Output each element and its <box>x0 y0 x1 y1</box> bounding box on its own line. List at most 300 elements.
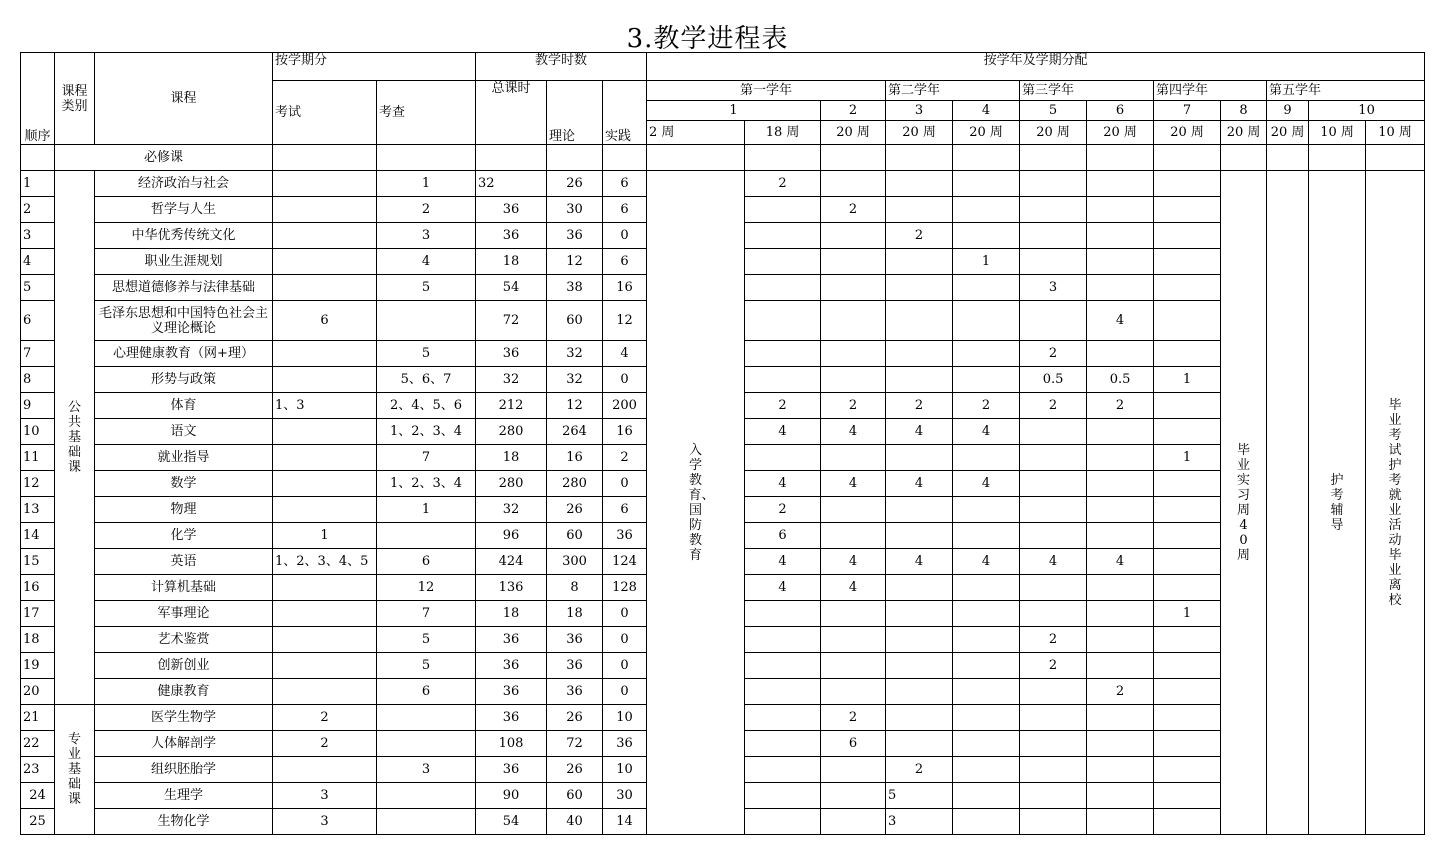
row-exam <box>273 249 377 275</box>
row-term-2 <box>745 627 821 653</box>
category-professional: 专业基础课 <box>55 705 95 835</box>
row-term-3 <box>821 601 886 627</box>
row-term-2 <box>745 783 821 809</box>
row-theory: 30 <box>547 197 603 223</box>
row-term-6 <box>1020 705 1087 731</box>
row-term-7 <box>1087 197 1154 223</box>
row-total: 36 <box>476 341 547 367</box>
term-4: 4 <box>953 101 1020 121</box>
row-term-7 <box>1087 223 1154 249</box>
row-seq: 18 <box>21 627 55 653</box>
year-1-header: 第一学年 <box>647 81 886 101</box>
weeks-7: 20 周 <box>1154 121 1221 145</box>
row-practice: 6 <box>603 197 647 223</box>
row-course-name: 化学 <box>95 523 273 549</box>
row-term-4 <box>886 275 953 301</box>
category-public: 公共基础课 <box>55 171 95 705</box>
row-term-3 <box>821 275 886 301</box>
row-theory: 32 <box>547 367 603 393</box>
schedule-table <box>20 52 1425 835</box>
row-seq: 14 <box>21 523 55 549</box>
row-term-7 <box>1087 705 1154 731</box>
row-term-8 <box>1154 197 1221 223</box>
row-term-7 <box>1087 497 1154 523</box>
row-term-5 <box>953 197 1020 223</box>
row-term-3 <box>821 171 886 197</box>
row-term-2: 2 <box>745 171 821 197</box>
table-row <box>21 171 1425 197</box>
row-term-8 <box>1154 171 1221 197</box>
row-term-3 <box>821 757 886 783</box>
weeks-4: 20 周 <box>953 121 1020 145</box>
row-term-8 <box>1154 549 1221 575</box>
row-exam <box>273 275 377 301</box>
row-practice: 0 <box>603 367 647 393</box>
row-exam <box>273 419 377 445</box>
row-course-name: 毛泽东思想和中国特色社会主义理论概论 <box>95 301 273 341</box>
row-exam: 3 <box>273 783 377 809</box>
row-term-5: 1 <box>953 249 1020 275</box>
row-seq: 20 <box>21 679 55 705</box>
row-course-name: 生理学 <box>95 783 273 809</box>
graduation-note: 毕业考试 护考 就业活动 毕业离校 <box>1366 171 1425 835</box>
row-term-3: 4 <box>821 419 886 445</box>
row-term-7 <box>1087 809 1154 835</box>
row-exam <box>273 575 377 601</box>
row-theory: 26 <box>547 497 603 523</box>
row-theory: 40 <box>547 809 603 835</box>
row-check: 5 <box>377 653 476 679</box>
row-total: 32 <box>476 367 547 393</box>
row-total: 36 <box>476 757 547 783</box>
row-practice: 10 <box>603 705 647 731</box>
row-term-8: 1 <box>1154 601 1221 627</box>
row-term-3 <box>821 367 886 393</box>
row-term-6: 0.5 <box>1020 367 1087 393</box>
row-term-8: 1 <box>1154 367 1221 393</box>
row-term-3 <box>821 301 886 341</box>
row-term-8 <box>1154 497 1221 523</box>
row-term-2 <box>745 679 821 705</box>
row-total: 54 <box>476 809 547 835</box>
row-check <box>377 783 476 809</box>
row-term-7: 4 <box>1087 549 1154 575</box>
row-term-6 <box>1020 497 1087 523</box>
row-seq: 3 <box>21 223 55 249</box>
row-term-5 <box>953 679 1020 705</box>
row-term-8: 1 <box>1154 445 1221 471</box>
seq-header: 顺序 <box>21 53 55 145</box>
row-term-2: 4 <box>745 419 821 445</box>
row-practice: 6 <box>603 171 647 197</box>
row-term-3 <box>821 783 886 809</box>
row-term-2 <box>745 809 821 835</box>
row-term-4 <box>886 731 953 757</box>
row-term-5 <box>953 627 1020 653</box>
row-theory: 72 <box>547 731 603 757</box>
row-course-name: 生物化学 <box>95 809 273 835</box>
row-term-4 <box>886 197 953 223</box>
row-course-name: 经济政治与社会 <box>95 171 273 197</box>
entry-education-note: 入学教育、国防教育 <box>647 171 745 835</box>
row-theory: 26 <box>547 705 603 731</box>
row-exam: 3 <box>273 809 377 835</box>
row-theory: 8 <box>547 575 603 601</box>
row-course-name: 心理健康教育（网+理） <box>95 341 273 367</box>
term-2: 2 <box>821 101 886 121</box>
row-check: 6 <box>377 549 476 575</box>
row-exam <box>273 497 377 523</box>
row-term-5 <box>953 705 1020 731</box>
row-term-3 <box>821 653 886 679</box>
row-term-4 <box>886 601 953 627</box>
by-term-header: 按学期分 <box>273 53 476 81</box>
weeks-1a: 2 周 <box>647 121 745 145</box>
row-term-6 <box>1020 223 1087 249</box>
term-6: 6 <box>1087 101 1154 121</box>
row-theory: 36 <box>547 679 603 705</box>
row-course-name: 语文 <box>95 419 273 445</box>
row-term-6 <box>1020 197 1087 223</box>
row-course-name: 职业生涯规划 <box>95 249 273 275</box>
row-check <box>377 523 476 549</box>
row-term-5: 4 <box>953 419 1020 445</box>
row-term-5: 4 <box>953 471 1020 497</box>
row-total: 212 <box>476 393 547 419</box>
row-theory: 26 <box>547 171 603 197</box>
row-exam <box>273 341 377 367</box>
row-term-6 <box>1020 445 1087 471</box>
row-practice: 128 <box>603 575 647 601</box>
row-seq: 9 <box>21 393 55 419</box>
distribution-header: 按学年及学期分配 <box>647 53 1425 81</box>
theory-header: 理论 <box>547 81 603 145</box>
row-seq: 15 <box>21 549 55 575</box>
row-check: 3 <box>377 223 476 249</box>
row-term-6 <box>1020 301 1087 341</box>
row-term-2 <box>745 367 821 393</box>
row-check: 6 <box>377 679 476 705</box>
row-seq: 16 <box>21 575 55 601</box>
row-term-4: 4 <box>886 471 953 497</box>
row-term-2 <box>745 341 821 367</box>
row-term-4 <box>886 367 953 393</box>
row-course-name: 健康教育 <box>95 679 273 705</box>
row-theory: 16 <box>547 445 603 471</box>
row-exam <box>273 171 377 197</box>
row-term-2 <box>745 601 821 627</box>
row-term-6 <box>1020 471 1087 497</box>
row-term-6 <box>1020 809 1087 835</box>
exam-header: 考试 <box>273 81 377 145</box>
row-total: 36 <box>476 197 547 223</box>
row-term-8 <box>1154 393 1221 419</box>
row-term-3 <box>821 627 886 653</box>
internship-note: 毕业实习周40周 <box>1221 171 1267 835</box>
row-check: 5、6、7 <box>377 367 476 393</box>
hours-header: 教学时数 <box>476 53 647 81</box>
row-check: 5 <box>377 341 476 367</box>
row-term-3: 4 <box>821 549 886 575</box>
row-term-3 <box>821 809 886 835</box>
row-course-name: 军事理论 <box>95 601 273 627</box>
weeks-3: 20 周 <box>886 121 953 145</box>
row-practice: 30 <box>603 783 647 809</box>
row-term-7 <box>1087 471 1154 497</box>
row-term-3 <box>821 497 886 523</box>
weeks-5: 20 周 <box>1020 121 1087 145</box>
row-term-5 <box>953 809 1020 835</box>
row-term-2: 4 <box>745 575 821 601</box>
year-4-header: 第四学年 <box>1154 81 1267 101</box>
row-seq: 17 <box>21 601 55 627</box>
row-practice: 16 <box>603 275 647 301</box>
total-header: 总课时 <box>476 81 547 145</box>
row-exam: 2 <box>273 731 377 757</box>
row-theory: 26 <box>547 757 603 783</box>
row-course-name: 物理 <box>95 497 273 523</box>
row-check <box>377 301 476 341</box>
row-total: 36 <box>476 627 547 653</box>
row-check <box>377 731 476 757</box>
row-term-6 <box>1020 249 1087 275</box>
row-term-4 <box>886 575 953 601</box>
row-term-5 <box>953 223 1020 249</box>
row-term-2 <box>745 275 821 301</box>
row-term-3 <box>821 679 886 705</box>
row-term-7 <box>1087 419 1154 445</box>
row-term-2: 2 <box>745 393 821 419</box>
row-course-name: 形势与政策 <box>95 367 273 393</box>
row-term-8 <box>1154 731 1221 757</box>
row-course-name: 英语 <box>95 549 273 575</box>
row-term-7 <box>1087 171 1154 197</box>
row-term-8 <box>1154 627 1221 653</box>
row-practice: 2 <box>603 445 647 471</box>
weeks-8: 20 周 <box>1221 121 1267 145</box>
row-term-8 <box>1154 757 1221 783</box>
row-exam <box>273 601 377 627</box>
row-total: 36 <box>476 223 547 249</box>
year-2-header: 第二学年 <box>886 81 1020 101</box>
practice-header: 实践 <box>603 81 647 145</box>
row-term-6 <box>1020 731 1087 757</box>
row-term-7 <box>1087 627 1154 653</box>
row-seq: 1 <box>21 171 55 197</box>
term-10: 10 <box>1309 101 1425 121</box>
row-check: 7 <box>377 601 476 627</box>
row-theory: 18 <box>547 601 603 627</box>
row-check: 3 <box>377 757 476 783</box>
row-exam: 1、2、3、4、5 <box>273 549 377 575</box>
row-term-3 <box>821 445 886 471</box>
term-9-spacer <box>1267 171 1309 835</box>
row-term-5 <box>953 171 1020 197</box>
weeks-10b: 10 周 <box>1366 121 1425 145</box>
row-seq: 7 <box>21 341 55 367</box>
row-course-name: 哲学与人生 <box>95 197 273 223</box>
year-5-header: 第五学年 <box>1267 81 1425 101</box>
row-check: 1、2、3、4 <box>377 471 476 497</box>
row-term-6: 2 <box>1020 393 1087 419</box>
row-term-4: 4 <box>886 419 953 445</box>
term-1: 1 <box>647 101 821 121</box>
row-term-4 <box>886 523 953 549</box>
row-course-name: 数学 <box>95 471 273 497</box>
row-term-2: 4 <box>745 549 821 575</box>
row-term-4 <box>886 679 953 705</box>
row-course-name: 思想道德修养与法律基础 <box>95 275 273 301</box>
row-term-2 <box>745 445 821 471</box>
row-total: 54 <box>476 275 547 301</box>
row-term-3 <box>821 249 886 275</box>
row-term-3: 2 <box>821 393 886 419</box>
row-theory: 300 <box>547 549 603 575</box>
row-course-name: 人体解剖学 <box>95 731 273 757</box>
row-term-7: 4 <box>1087 301 1154 341</box>
row-term-7: 2 <box>1087 393 1154 419</box>
row-term-6: 2 <box>1020 341 1087 367</box>
row-term-5 <box>953 731 1020 757</box>
row-practice: 10 <box>603 757 647 783</box>
row-term-7: 0.5 <box>1087 367 1154 393</box>
category-header: 课程类别 <box>55 53 95 145</box>
weeks-1b: 18 周 <box>745 121 821 145</box>
row-practice: 0 <box>603 601 647 627</box>
row-check: 5 <box>377 627 476 653</box>
row-term-4 <box>886 627 953 653</box>
weeks-2: 20 周 <box>821 121 886 145</box>
row-term-6 <box>1020 171 1087 197</box>
row-total: 18 <box>476 445 547 471</box>
row-exam: 1、3 <box>273 393 377 419</box>
row-practice: 200 <box>603 393 647 419</box>
row-term-6 <box>1020 601 1087 627</box>
row-course-name: 医学生物学 <box>95 705 273 731</box>
row-term-7 <box>1087 601 1154 627</box>
row-course-name: 创新创业 <box>95 653 273 679</box>
row-term-3 <box>821 523 886 549</box>
row-exam <box>273 471 377 497</box>
row-exam <box>273 679 377 705</box>
row-term-3 <box>821 341 886 367</box>
row-total: 32 <box>476 171 547 197</box>
row-practice: 0 <box>603 679 647 705</box>
row-term-7 <box>1087 445 1154 471</box>
row-term-6 <box>1020 419 1087 445</box>
row-seq: 5 <box>21 275 55 301</box>
row-exam: 1 <box>273 523 377 549</box>
row-term-7 <box>1087 653 1154 679</box>
row-term-5: 4 <box>953 549 1020 575</box>
row-practice: 0 <box>603 471 647 497</box>
row-term-6 <box>1020 679 1087 705</box>
row-seq: 2 <box>21 197 55 223</box>
row-total: 108 <box>476 731 547 757</box>
row-term-2 <box>745 731 821 757</box>
row-term-4: 3 <box>886 809 953 835</box>
row-seq: 21 <box>21 705 55 731</box>
row-term-7: 2 <box>1087 679 1154 705</box>
row-term-6 <box>1020 783 1087 809</box>
page-title: 3.教学进程表 <box>626 24 789 54</box>
row-term-4 <box>886 497 953 523</box>
row-practice: 16 <box>603 419 647 445</box>
row-practice: 14 <box>603 809 647 835</box>
row-theory: 32 <box>547 341 603 367</box>
row-term-4: 5 <box>886 783 953 809</box>
row-term-6 <box>1020 575 1087 601</box>
row-check: 1、2、3、4 <box>377 419 476 445</box>
row-course-name: 中华优秀传统文化 <box>95 223 273 249</box>
weeks-9: 20 周 <box>1267 121 1309 145</box>
row-term-6 <box>1020 523 1087 549</box>
row-term-5 <box>953 523 1020 549</box>
row-term-2 <box>745 249 821 275</box>
row-check: 2、4、5、6 <box>377 393 476 419</box>
row-practice: 0 <box>603 223 647 249</box>
row-course-name: 体育 <box>95 393 273 419</box>
term-7: 7 <box>1154 101 1221 121</box>
row-term-4: 4 <box>886 549 953 575</box>
row-practice: 4 <box>603 341 647 367</box>
row-term-5 <box>953 497 1020 523</box>
row-total: 72 <box>476 301 547 341</box>
row-term-8 <box>1154 419 1221 445</box>
row-term-3: 4 <box>821 575 886 601</box>
row-term-5 <box>953 275 1020 301</box>
row-exam <box>273 757 377 783</box>
row-term-7 <box>1087 757 1154 783</box>
row-term-7 <box>1087 275 1154 301</box>
row-term-4: 2 <box>886 393 953 419</box>
row-term-7 <box>1087 249 1154 275</box>
row-seq: 6 <box>21 301 55 341</box>
row-term-5 <box>953 757 1020 783</box>
row-theory: 60 <box>547 301 603 341</box>
row-total: 36 <box>476 679 547 705</box>
row-total: 280 <box>476 471 547 497</box>
row-term-4 <box>886 705 953 731</box>
row-term-7 <box>1087 575 1154 601</box>
row-term-6: 3 <box>1020 275 1087 301</box>
row-seq: 22 <box>21 731 55 757</box>
row-check: 1 <box>377 171 476 197</box>
row-check: 5 <box>377 275 476 301</box>
row-term-8 <box>1154 341 1221 367</box>
row-term-5 <box>953 601 1020 627</box>
row-theory: 36 <box>547 223 603 249</box>
term-5: 5 <box>1020 101 1087 121</box>
row-practice: 36 <box>603 523 647 549</box>
row-term-2 <box>745 653 821 679</box>
row-practice: 6 <box>603 497 647 523</box>
row-exam <box>273 367 377 393</box>
row-course-name: 计算机基础 <box>95 575 273 601</box>
row-exam <box>273 653 377 679</box>
row-term-8 <box>1154 809 1221 835</box>
term-9: 9 <box>1267 101 1309 121</box>
row-seq: 24 <box>21 783 55 809</box>
row-total: 18 <box>476 249 547 275</box>
row-exam <box>273 223 377 249</box>
row-term-5 <box>953 367 1020 393</box>
row-term-2: 2 <box>745 497 821 523</box>
row-seq: 23 <box>21 757 55 783</box>
row-term-4 <box>886 653 953 679</box>
row-term-5 <box>953 341 1020 367</box>
row-term-8 <box>1154 653 1221 679</box>
